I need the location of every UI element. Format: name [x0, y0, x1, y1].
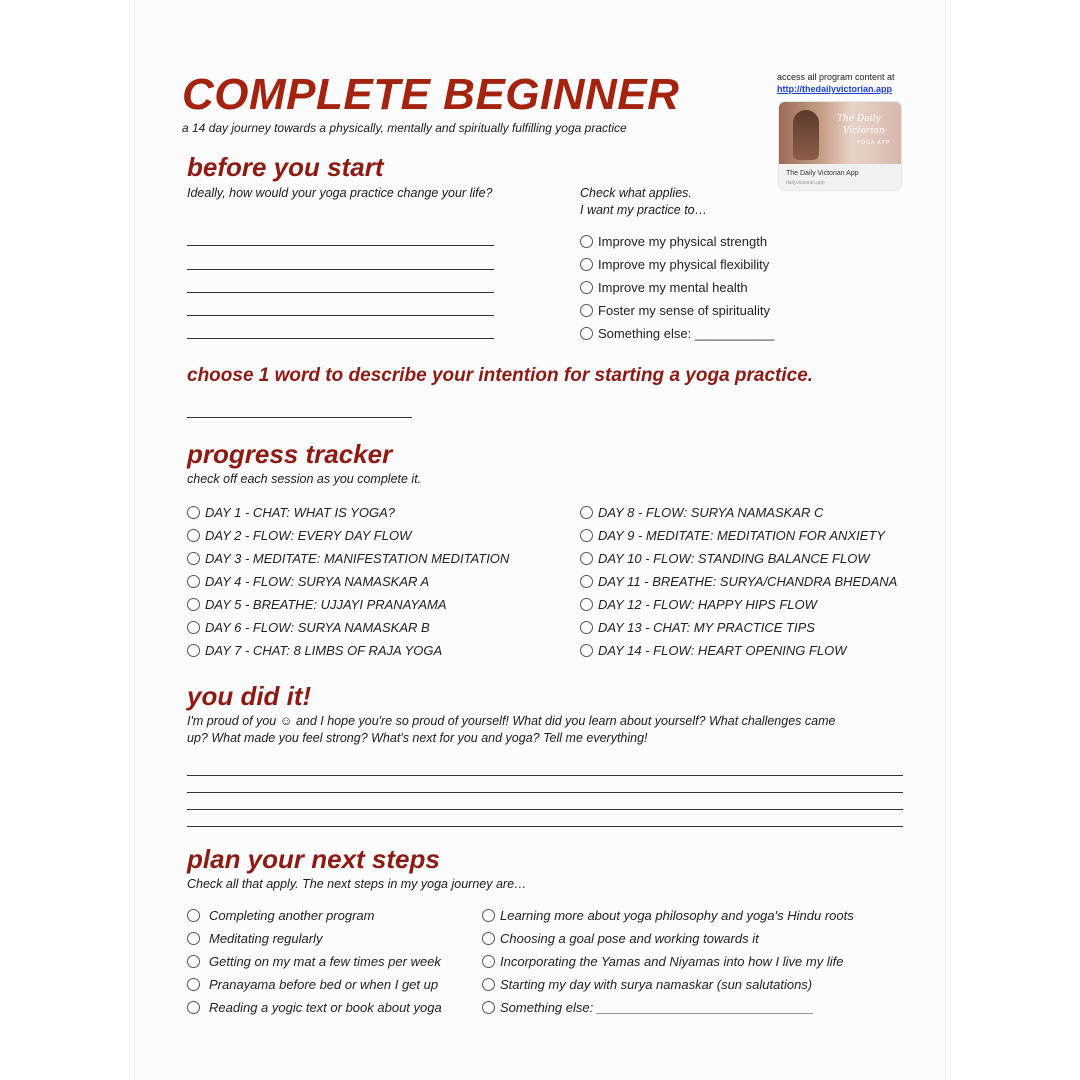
- reflection-answer-line[interactable]: [187, 809, 903, 810]
- radio-circle-icon[interactable]: [580, 644, 593, 657]
- reflection-answer-line[interactable]: [187, 792, 903, 793]
- radio-circle-icon[interactable]: [482, 1001, 495, 1014]
- day-checkbox[interactable]: DAY 1 - CHAT: WHAT IS YOGA?: [187, 505, 395, 520]
- reflection-answer-line[interactable]: [187, 775, 903, 776]
- day-checkbox[interactable]: DAY 12 - FLOW: HAPPY HIPS FLOW: [580, 597, 817, 612]
- reflection-prompt-line2: up? What made you feel strong? What's next for you and yoga? Tell me everything!: [187, 731, 648, 745]
- next-step-option[interactable]: Completing another program: [187, 908, 374, 923]
- radio-circle-icon[interactable]: [187, 506, 200, 519]
- day-checkbox[interactable]: DAY 5 - BREATHE: UJJAYI PRANAYAMA: [187, 597, 447, 612]
- day-checkbox[interactable]: DAY 9 - MEDITATE: MEDITATION FOR ANXIETY: [580, 528, 885, 543]
- radio-circle-icon[interactable]: [580, 552, 593, 565]
- answer-line[interactable]: [187, 269, 494, 270]
- next-step-option[interactable]: Learning more about yoga philosophy and yoga's Hindu roots: [482, 908, 854, 923]
- radio-circle-icon[interactable]: [187, 529, 200, 542]
- radio-circle-icon[interactable]: [580, 575, 593, 588]
- app-preview-image: [779, 102, 901, 164]
- answer-line[interactable]: [187, 315, 494, 316]
- reflection-prompt-line1: I'm proud of you ☺ and I hope you're so proud of yourself! What did you learn about yourself? What challenges came: [187, 714, 836, 728]
- radio-circle-icon[interactable]: [580, 304, 593, 317]
- app-card-caption: The Daily Victorian App: [786, 170, 859, 177]
- section-heading-you-did-it: you did it!: [187, 681, 312, 711]
- radio-circle-icon[interactable]: [482, 932, 495, 945]
- radio-circle-icon[interactable]: [580, 506, 593, 519]
- day-checkbox[interactable]: DAY 14 - FLOW: HEART OPENING FLOW: [580, 643, 847, 658]
- day-checkbox[interactable]: DAY 10 - FLOW: STANDING BALANCE FLOW: [580, 551, 870, 566]
- next-step-option[interactable]: Pranayama before bed or when I get up: [187, 977, 438, 992]
- day-checkbox[interactable]: DAY 4 - FLOW: SURYA NAMASKAR A: [187, 574, 429, 589]
- check-prompt-2: I want my practice to…: [580, 203, 708, 217]
- radio-circle-icon[interactable]: [580, 529, 593, 542]
- section-heading-intention: choose 1 word to describe your intention for starting a yoga practice.: [187, 365, 814, 386]
- progress-instruction: check off each session as you complete it.: [187, 472, 422, 486]
- option-something-else[interactable]: Something else: ___________: [580, 326, 774, 341]
- option-mental-health[interactable]: Improve my mental health: [580, 280, 748, 295]
- radio-circle-icon[interactable]: [580, 281, 593, 294]
- next-step-option[interactable]: Reading a yogic text or book about yoga: [187, 1000, 442, 1015]
- radio-circle-icon[interactable]: [187, 978, 200, 991]
- radio-circle-icon[interactable]: [482, 955, 495, 968]
- radio-circle-icon[interactable]: [187, 1001, 200, 1014]
- day-checkbox[interactable]: DAY 13 - CHAT: MY PRACTICE TIPS: [580, 620, 815, 635]
- option-strength[interactable]: Improve my physical strength: [580, 234, 767, 249]
- section-heading-next-steps: plan your next steps: [187, 844, 440, 874]
- radio-circle-icon[interactable]: [580, 235, 593, 248]
- next-steps-instruction: Check all that apply. The next steps in my yoga journey are…: [187, 877, 527, 891]
- intention-answer-line[interactable]: [187, 417, 412, 418]
- radio-circle-icon[interactable]: [187, 575, 200, 588]
- page-title: COMPLETE BEGINNER: [182, 70, 680, 119]
- radio-circle-icon[interactable]: [580, 621, 593, 634]
- check-prompt-1: Check what applies.: [580, 186, 692, 200]
- answer-line[interactable]: [187, 245, 494, 246]
- next-step-option[interactable]: Incorporating the Yamas and Niyamas into how I live my life: [482, 954, 843, 969]
- access-text: access all program content at: [777, 72, 895, 82]
- before-start-question: Ideally, how would your yoga practice change your life?: [187, 186, 493, 200]
- radio-circle-icon[interactable]: [187, 909, 200, 922]
- app-logo-line2: Victorian: [843, 126, 885, 136]
- next-step-option[interactable]: Getting on my mat a few times per week: [187, 954, 441, 969]
- next-step-option[interactable]: Starting my day with surya namaskar (sun salutations): [482, 977, 812, 992]
- day-checkbox[interactable]: DAY 2 - FLOW: EVERY DAY FLOW: [187, 528, 411, 543]
- app-logo-line1: The Daily: [837, 114, 881, 124]
- radio-circle-icon[interactable]: [187, 621, 200, 634]
- radio-circle-icon[interactable]: [187, 955, 200, 968]
- app-card-domain: dailyvictorian.app: [786, 180, 825, 186]
- radio-circle-icon[interactable]: [580, 258, 593, 271]
- radio-circle-icon[interactable]: [482, 909, 495, 922]
- next-step-option[interactable]: Something else: ______________________________: [482, 1000, 814, 1015]
- radio-circle-icon[interactable]: [187, 932, 200, 945]
- radio-circle-icon[interactable]: [482, 978, 495, 991]
- radio-circle-icon[interactable]: [187, 598, 200, 611]
- option-flexibility[interactable]: Improve my physical flexibility: [580, 257, 769, 272]
- answer-line[interactable]: [187, 338, 494, 339]
- answer-line[interactable]: [187, 292, 494, 293]
- day-checkbox[interactable]: DAY 11 - BREATHE: SURYA/CHANDRA BHEDANA: [580, 574, 897, 589]
- option-spirituality[interactable]: Foster my sense of spirituality: [580, 303, 770, 318]
- day-checkbox[interactable]: DAY 3 - MEDITATE: MANIFESTATION MEDITATION: [187, 551, 509, 566]
- section-heading-progress: progress tracker: [187, 439, 393, 469]
- day-checkbox[interactable]: DAY 7 - CHAT: 8 LIMBS OF RAJA YOGA: [187, 643, 442, 658]
- day-checkbox[interactable]: DAY 8 - FLOW: SURYA NAMASKAR C: [580, 505, 823, 520]
- app-preview-card[interactable]: [779, 102, 901, 190]
- reflection-answer-line[interactable]: [187, 826, 903, 827]
- day-checkbox[interactable]: DAY 6 - FLOW: SURYA NAMASKAR B: [187, 620, 430, 635]
- next-step-option[interactable]: Choosing a goal pose and working towards it: [482, 931, 759, 946]
- radio-circle-icon[interactable]: [187, 552, 200, 565]
- yoga-figure-icon: [793, 110, 819, 160]
- radio-circle-icon[interactable]: [580, 327, 593, 340]
- radio-circle-icon[interactable]: [187, 644, 200, 657]
- section-heading-before-start: before you start: [187, 152, 384, 182]
- radio-circle-icon[interactable]: [580, 598, 593, 611]
- program-link[interactable]: http://thedailyvictorian.app: [777, 84, 893, 94]
- app-logo-line3: YOGA APP: [857, 140, 891, 146]
- next-step-option[interactable]: Meditating regularly: [187, 931, 322, 946]
- page-subtitle: a 14 day journey towards a physically, mentally and spiritually fulfilling yoga practice: [182, 121, 627, 135]
